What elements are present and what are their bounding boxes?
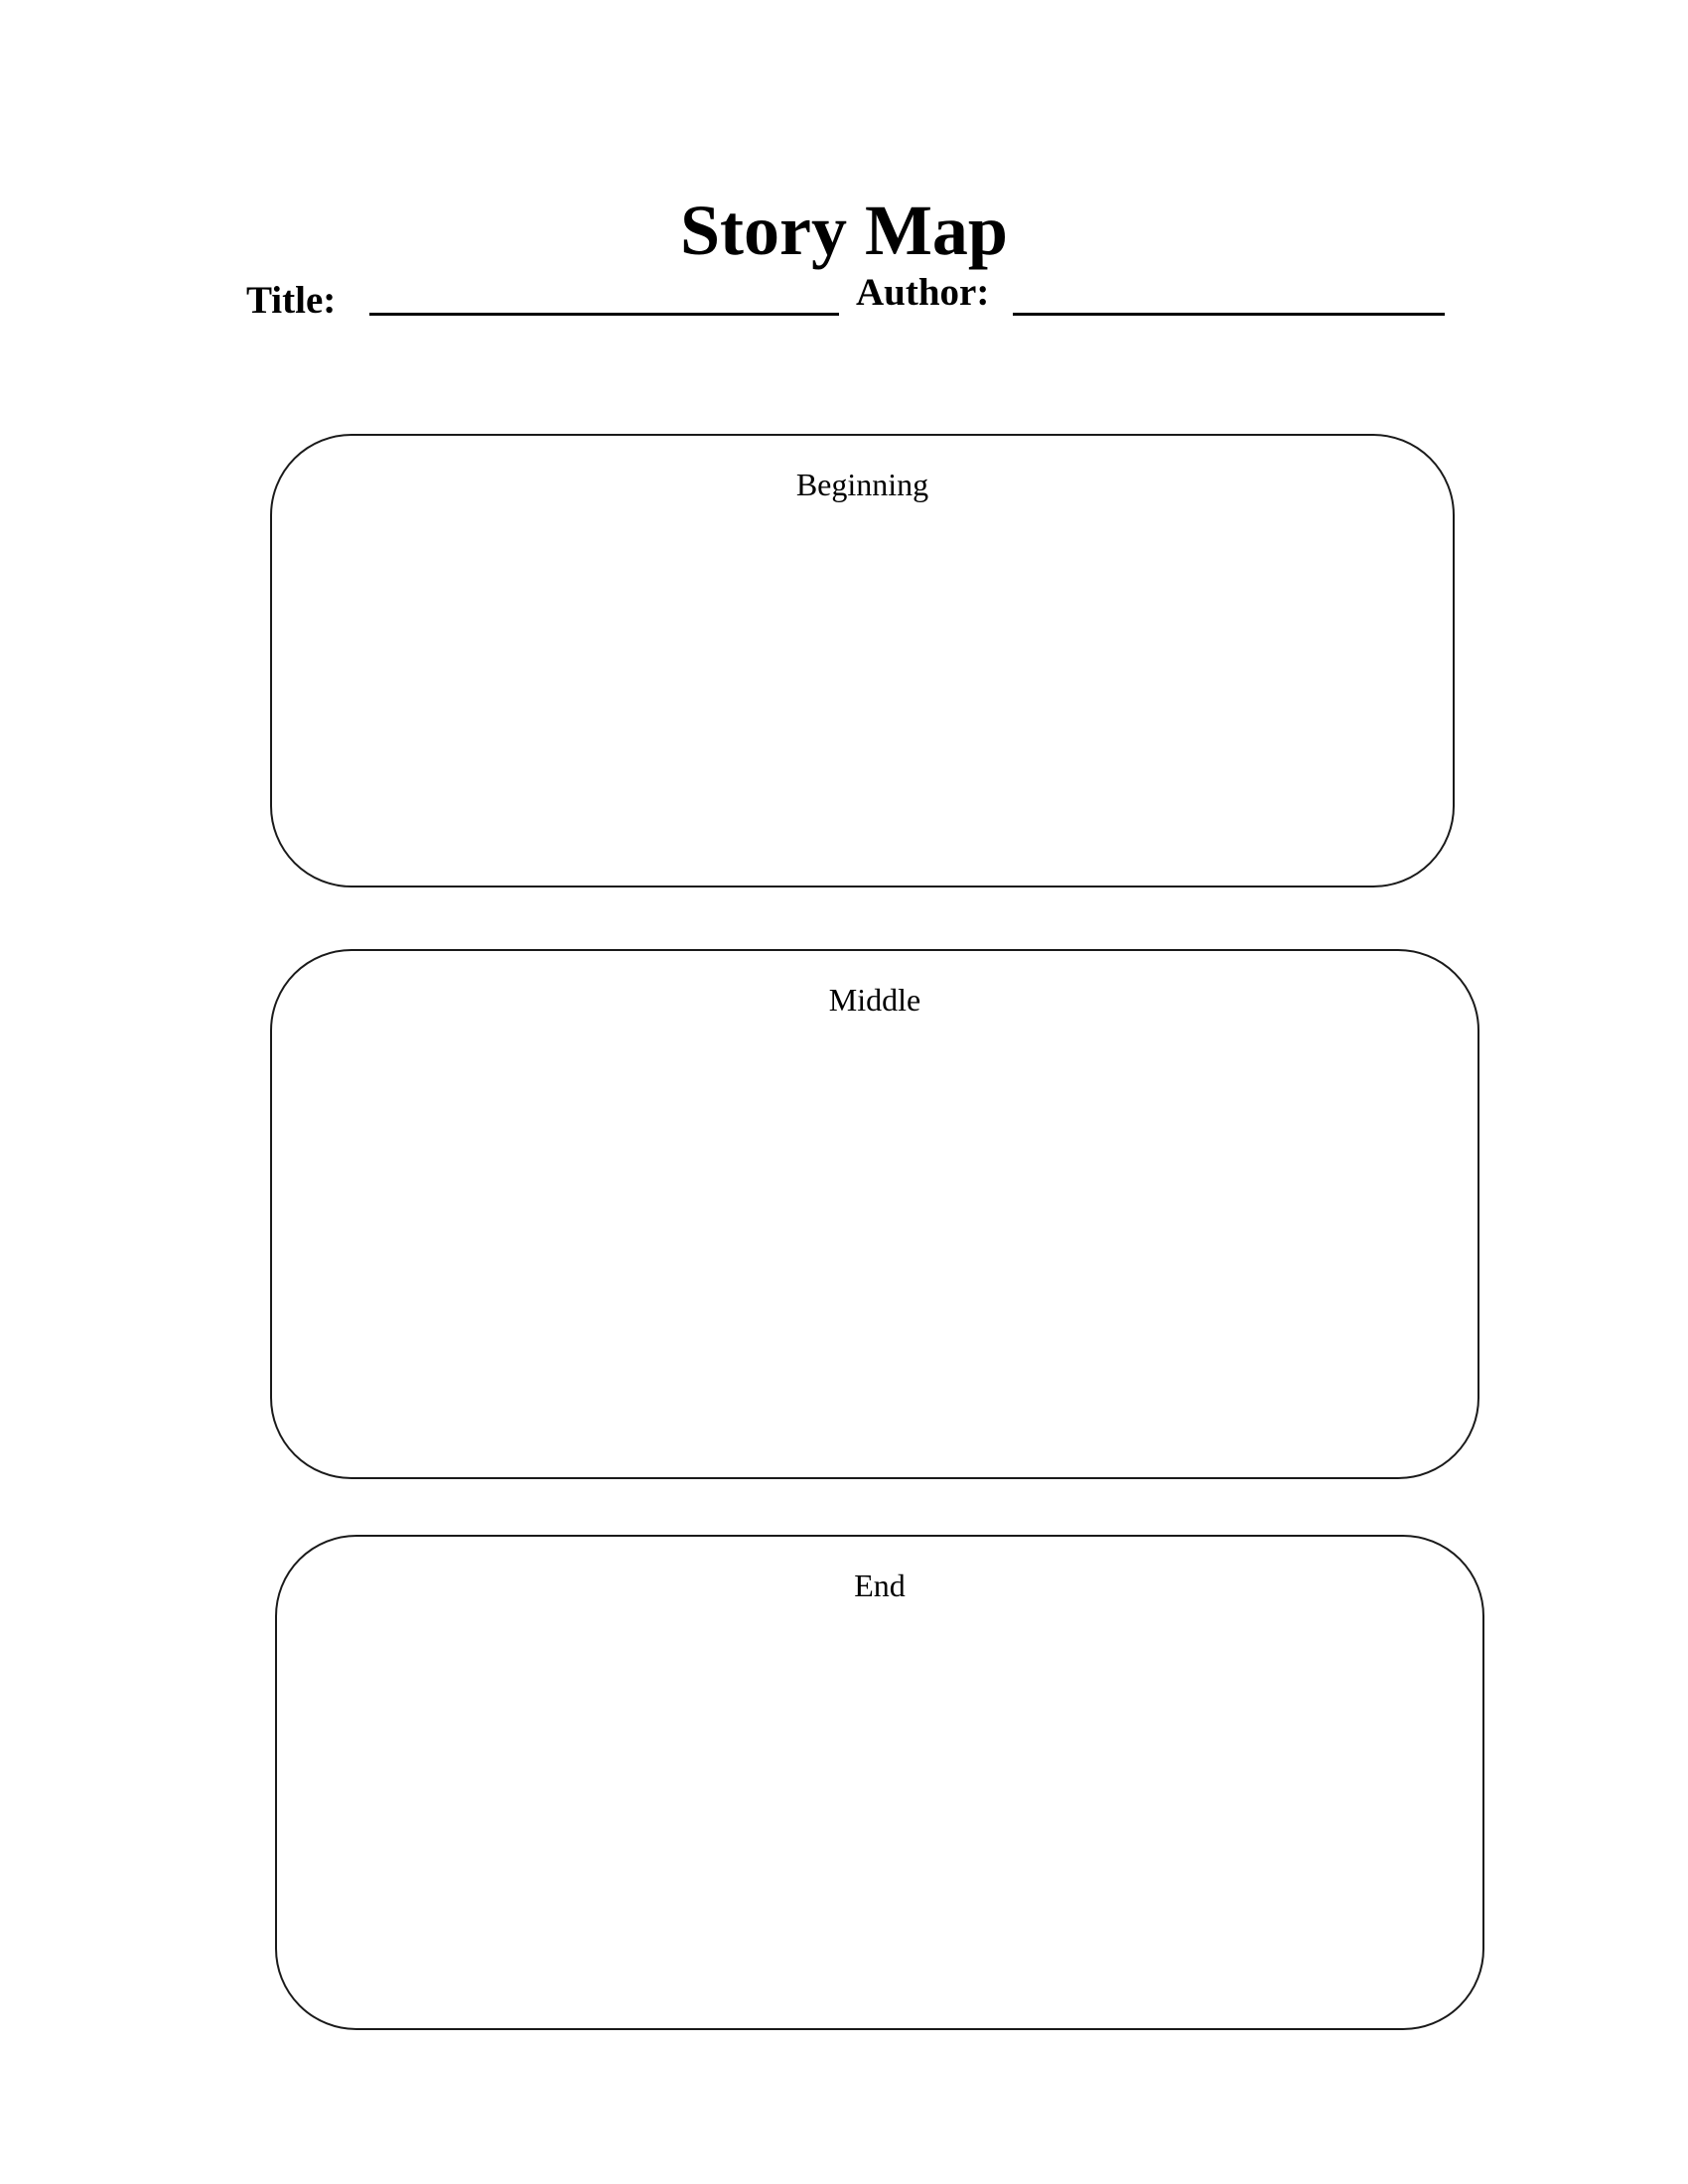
title-label: Title: bbox=[246, 279, 337, 322]
title-field-line[interactable] bbox=[369, 313, 839, 316]
middle-label: Middle bbox=[828, 982, 921, 1018]
author-label: Author: bbox=[856, 271, 990, 314]
beginning-box[interactable] bbox=[270, 434, 1455, 887]
end-label: End bbox=[854, 1568, 906, 1603]
beginning-label: Beginning bbox=[795, 467, 929, 502]
middle-box[interactable] bbox=[270, 949, 1479, 1479]
page-title: Story Map bbox=[680, 191, 1008, 270]
end-box[interactable] bbox=[275, 1535, 1484, 2030]
author-field-line[interactable] bbox=[1013, 313, 1445, 316]
